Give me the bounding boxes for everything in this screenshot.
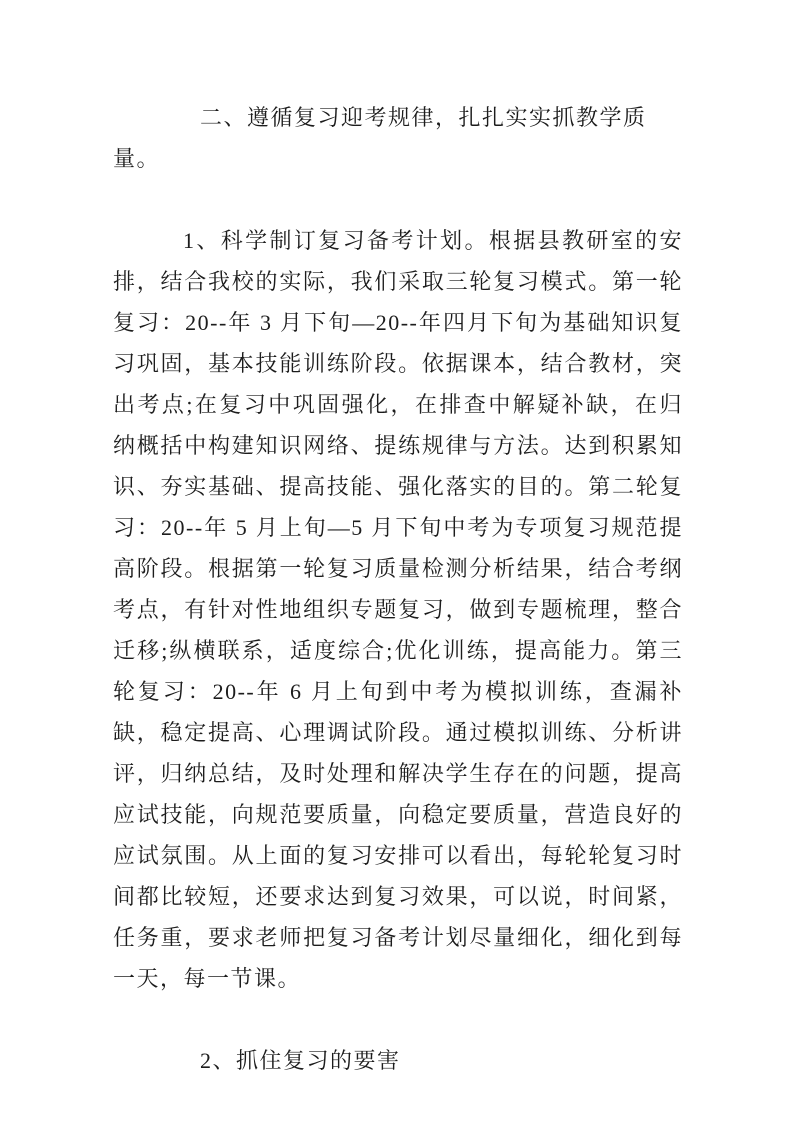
subsection-heading: 2、抓住复习的要害 xyxy=(200,1048,401,1073)
body-paragraph: 1、科学制订复习备考计划。根据县教研室的安排，结合我校的实际，我们采取三轮复习模式。第一轮复习：20--年 3 月下旬—20--年四月下旬为基础知识复习巩固，基本技能训练阶段。依据课本，结合教材，突出考点;在复习中巩固强化，在排查中解疑补缺，在归纳概括中构建知识网络、提练规律与方法。达到积累知识、夯实基础、提高技能、强化落实的目的。第二轮复习：20--年 5 月上旬—5 月下旬中考为专项复习规范提高阶段。根据第一轮复习质量检测分析结果，结合考纲考点，有针对性地组织专题复习，做到专题梳理，整合迁移;纵横联系，适度综合;优化训练，提高能力。第三轮复习：20--年 6 月上旬到中考为模拟训练，查漏补缺，稳定提高、心理调试阶段。通过模拟训练、分析讲评，归纳总结，及时处理和解决学生存在的问题，提高应试技能，向规范要质量，向稳定要质量，营造良好的应试氛围。从上面的复习安排可以看出，每轮轮复习时间都比较短，还要求达到复习效果，可以说，时间紧，任务重，要求老师把复习备考计划尽量细化，细化到每一天，每一节课。 xyxy=(113,228,683,991)
section-heading: 二、遵循复习迎考规律，扎扎实实抓教学质量。 xyxy=(113,105,647,171)
document-content xyxy=(113,97,683,1081)
